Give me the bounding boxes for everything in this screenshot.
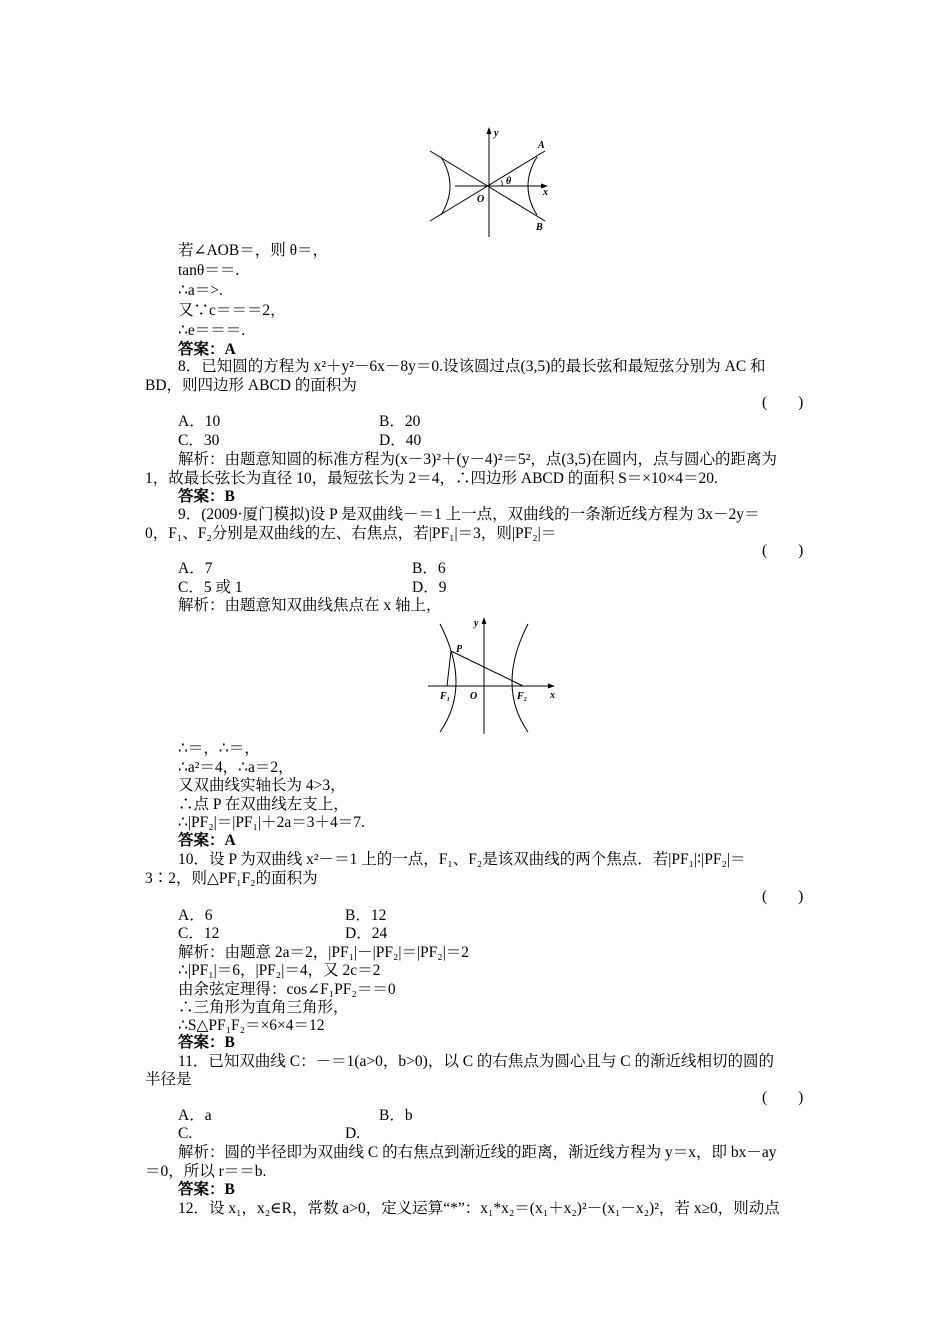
fig2-label-P: P <box>456 644 463 655</box>
q10-solution-4: ∴三角形为直角三角形， <box>178 999 349 1016</box>
q10-option-b: B．12 <box>345 907 387 924</box>
q7-line-3: ∴a＝>. <box>178 282 223 299</box>
q11-option-d: D. <box>345 1125 361 1142</box>
q10-stem-2: 3∶2，则△PF₁F₂的面积为 <box>145 870 318 887</box>
q10-solution-1: 解析：由题意 2a＝2，|PF₁|－|PF₂|＝|PF₂|＝2 <box>178 944 470 961</box>
fig2-label-x: x <box>550 690 555 701</box>
q11-solution-2: ＝0，所以 r＝＝b. <box>145 1163 267 1180</box>
q9-solution-5: ∴|PF₂|＝|PF₁|＋2a＝3＋4＝7. <box>178 814 365 831</box>
q7-answer: 答案：A <box>178 341 236 358</box>
q10-answer-paren: ( ) <box>762 888 804 905</box>
fig1-label-A: A <box>538 140 545 151</box>
q7-line-4: 又∵c＝＝＝2， <box>178 302 286 319</box>
q7-line-2: tanθ＝＝. <box>178 262 240 279</box>
q9-solution-2: ∴a²＝4，∴a＝2， <box>178 759 294 776</box>
q8-option-d: D．40 <box>379 432 422 449</box>
q11-option-b: B．b <box>379 1107 413 1124</box>
q9-solution-3: 又双曲线实轴长为 4>3， <box>178 777 346 794</box>
q10-stem-1: 10．设 P 为双曲线 x²－＝1 上的一点，F₁、F₂是该双曲线的两个焦点．若|PF₁|∶|PF₂|＝ <box>178 851 746 868</box>
q11-solution-1: 解析：圆的半径即为双曲线 C 的右焦点到渐近线的距离，渐近线方程为 y＝x，即 bx－ay <box>178 1144 777 1161</box>
fig2-label-O: O <box>470 691 478 702</box>
q8-answer-paren: ( ) <box>762 394 804 411</box>
fig1-label-B: B <box>536 222 543 233</box>
hyperbola-focus-figure <box>420 614 565 738</box>
q8-stem-1: 8．已知圆的方程为 x²＋y²－6x－8y＝0.设该圆过点(3,5)的最长弦和最短弦分别为 AC 和 <box>178 358 766 375</box>
q8-answer: 答案：B <box>178 488 235 505</box>
q11-stem-1: 11．已知双曲线 C：－＝1(a>0，b>0)，以 C 的右焦点为圆心且与 C 的渐近线相切的圆的 <box>178 1053 775 1070</box>
fig1-label-O: O <box>477 194 485 205</box>
q9-stem-2: 0，F₁、F₂分别是双曲线的左、右焦点，若|PF₁|＝3，则|PF₂|＝ <box>145 525 557 542</box>
q9-option-a: A．7 <box>178 560 213 577</box>
q7-line-1: 若∠AOB＝，则 θ＝， <box>178 242 329 259</box>
q11-option-c: C. <box>178 1125 193 1142</box>
q9-solution-4: ∴点 P 在双曲线左支上， <box>178 796 349 813</box>
q9-stem-1: 9．(2009·厦门模拟)设 P 是双曲线－＝1 上一点，双曲线的一条渐近线方程为 3x－2y＝ <box>178 506 760 523</box>
q10-solution-3: 由余弦定理得：cos∠F₁PF₂＝＝0 <box>178 981 396 998</box>
q10-option-c: C．12 <box>178 925 220 942</box>
q9-answer: 答案：A <box>178 832 236 849</box>
fig1-label-x: x <box>543 187 548 198</box>
q9-option-b: B．6 <box>412 560 446 577</box>
fig1-label-theta: θ <box>506 176 512 187</box>
q10-option-a: A．6 <box>178 907 213 924</box>
fig1-label-y: y <box>494 128 499 139</box>
q9-solution-1: ∴＝，∴＝， <box>178 740 260 757</box>
q9-answer-paren: ( ) <box>762 542 804 559</box>
q10-solution-5: ∴S△PF₁F₂＝×6×4＝12 <box>178 1017 325 1034</box>
q11-option-a: A．a <box>178 1107 212 1124</box>
q8-option-a: A．10 <box>178 413 221 430</box>
q10-solution-2: ∴|PF₁|＝6，|PF₂|＝4，又 2c＝2 <box>178 962 381 979</box>
q8-solution-2: 1，故最长弦长为直径 10，最短弦长为 2＝4，∴四边形 ABCD 的面积 S＝×10×4＝20. <box>145 470 718 487</box>
fig2-label-F2: F₂ <box>517 691 528 702</box>
q8-stem-2: BD，则四边形 ABCD 的面积为 <box>145 377 357 394</box>
q11-stem-2: 半径是 <box>145 1071 192 1088</box>
q11-answer: 答案：B <box>178 1181 235 1198</box>
q9-option-c: C．5 或 1 <box>178 579 243 596</box>
q11-answer-paren: ( ) <box>762 1089 804 1106</box>
hyperbola-asymptote-figure <box>425 124 555 239</box>
fig2-label-F1: F₁ <box>440 691 451 702</box>
fig2-label-y: y <box>474 618 479 629</box>
q10-option-d: D．24 <box>345 925 388 942</box>
q7-line-5: ∴e＝＝＝. <box>178 322 246 339</box>
q9-option-d: D．9 <box>412 579 447 596</box>
q8-solution-1: 解析：由题意知圆的标准方程为(x－3)²＋(y－4)²＝5²，点(3,5)在圆内，点与圆心的距离为 <box>178 451 778 468</box>
q9-solution-intro: 解析：由题意知双曲线焦点在 x 轴上， <box>178 597 442 614</box>
q8-option-c: C．30 <box>178 432 220 449</box>
q12-stem-1: 12．设 x₁，x₂∈R，常数 a>0，定义运算“*”：x₁*x₂＝(x₁＋x₂)²－(x₁－x₂)²，若 x≥0，则动点 <box>178 1200 780 1217</box>
q10-answer: 答案：B <box>178 1034 235 1051</box>
q8-option-b: B．20 <box>379 413 421 430</box>
